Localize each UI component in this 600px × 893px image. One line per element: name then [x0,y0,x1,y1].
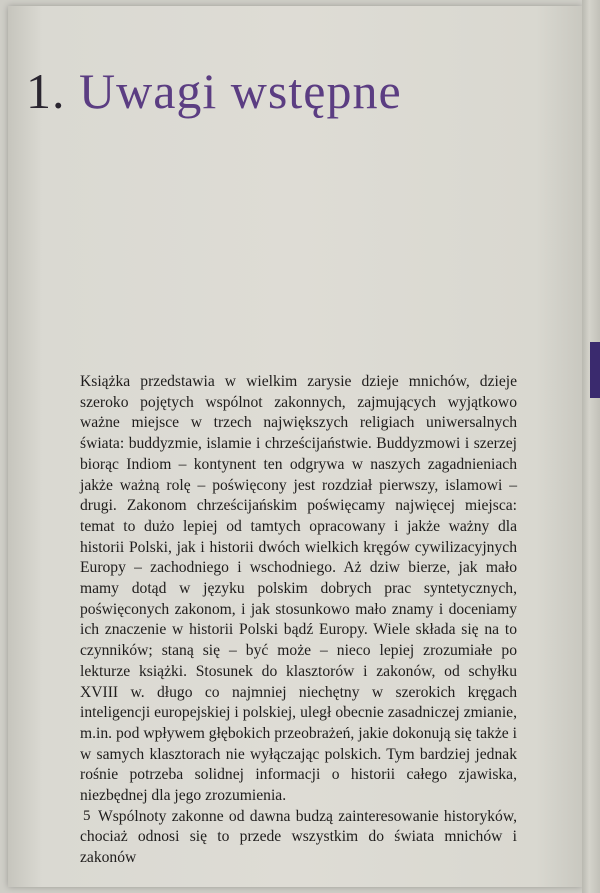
paragraph-2: Wspólnoty zakonne od dawna budzą zainteresowanie historyków, chociaż odnosi się to przede wszystkim do świata mnichów i zakonów [80,807,517,867]
body-text [80,372,517,869]
page-edge [582,0,600,893]
chapter-number: 1. [26,63,66,119]
chapter-heading [26,62,402,120]
chapter-title: Uwagi wstępne [79,63,402,119]
bookmark-ribbon [590,342,600,398]
page-number: 5 [83,808,91,824]
paragraph-1: Książka przedstawia w wielkim zarysie dzieje mnichów, dzieje szeroko pojętych wspólnot zakonnych, zajmujących wyjątkowo ważne miejsce w trzech największych religiach uniwersalnych świata: buddyzmie, islamie i chrześcijaństwie. Buddyzmowi i szerzej biorąc Indiom – kontynent ten odgrywa w naszych zagadnieniach jakże ważną rolę – poświęcony jest rozdział pierwszy, islamowi – drugi. Zakonom chrześcijańskim poświęcamy najwięcej miejsca: temat to dużo lepiej od tamtych opracowany i jakże ważny dla historii Polski, jak i historii dwóch wielkich kręgów cywilizacyjnych Europy – zachodniego i wschodniego. Aż dziw bierze, jak mało mamy dotąd w języku polskim dobrych prac syntetycznych, poświęconych zakonom, i jak stosunkowo mało znamy i doceniamy ich znaczenie w historii Polski bądź Europy. Wiele składa się na to czynników; staną się – być może – nieco lepiej zrozumiałe po lekturze książki. Stosunek do klasztorów i zakonów, od schyłku XVIII w. długo co najmniej niechętny w szerokich kręgach inteligencji europejskiej i polskiej, uległ obecnie zasadniczej zmianie, m.in. pod wpływem głębokich przeobrażeń, jakie dokonują się także i w samych klasztorach nie wyłączając polskich. Tym bardziej jednak rośnie potrzeba solidnej informacji o historii całego zjawiska, niezbędnej dla jego zrozumienia. [80,373,517,805]
